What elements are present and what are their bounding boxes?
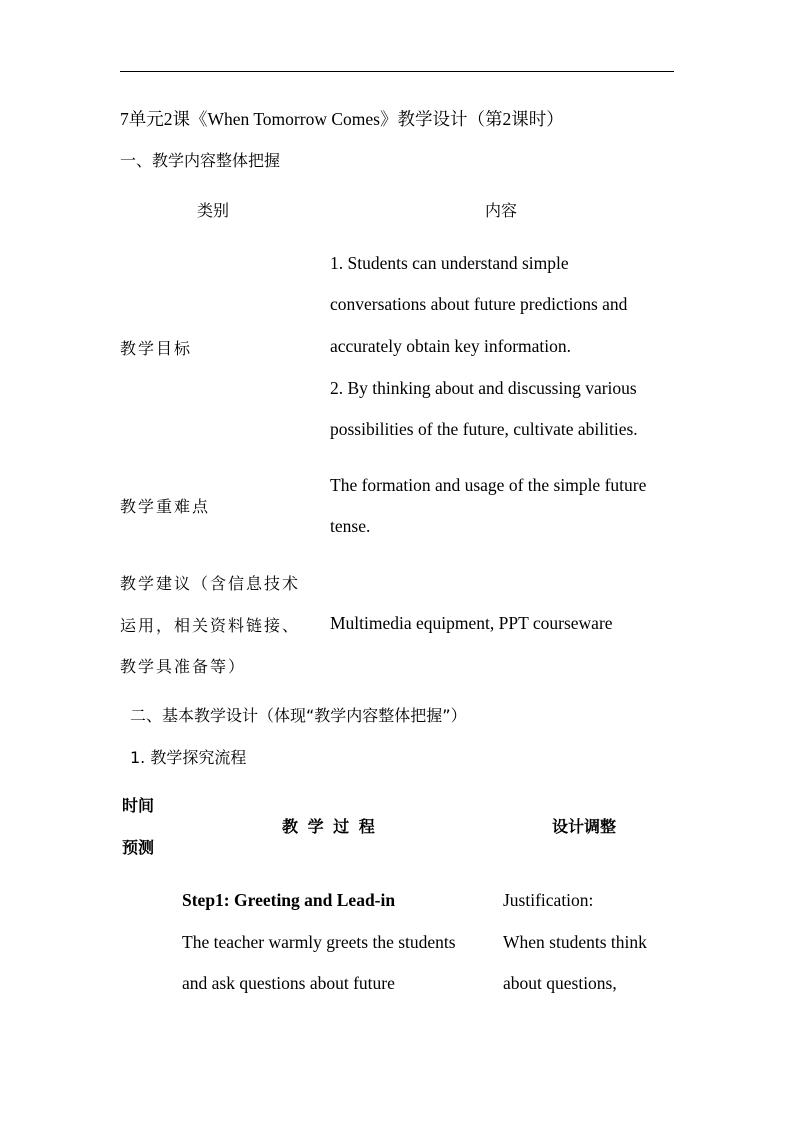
row-label-suggestions: 运用，相关资料链接、 (120, 616, 301, 635)
column-header-time: 时间 (122, 796, 155, 815)
objectives-line: accurately obtain key information. (330, 336, 572, 356)
row-label-suggestions: 教学建议（含信息技术 (120, 574, 301, 593)
key-points-line: The formation and usage of the simple future (330, 475, 647, 495)
column-header-content: 内容 (485, 201, 518, 220)
section1-heading: 一、教学内容整体把握 (120, 151, 281, 170)
column-header-time: 预测 (122, 838, 155, 857)
row-label-objectives: 教学目标 (120, 339, 193, 358)
column-header-process: 教 学 过 程 (282, 817, 377, 836)
objectives-line: possibilities of the future, cultivate abilities. (330, 419, 638, 439)
key-points-line: tense. (330, 516, 371, 536)
row-label-suggestions: 教学具准备等） (120, 657, 247, 676)
objectives-line: 2. By thinking about and discussing various (330, 378, 637, 398)
section2-heading: 二、基本教学设计（体现“教学内容整体把握”） (130, 706, 467, 725)
step-line: and ask questions about future (182, 973, 395, 993)
document-title: 7单元2课《When Tomorrow Comes》教学设计（第2课时） (120, 109, 564, 129)
justification-line: about questions, (503, 973, 617, 993)
step-title: Step1: Greeting and Lead-in (182, 890, 396, 910)
column-header-category: 类别 (197, 201, 230, 220)
row-label-key-points: 教学重难点 (120, 497, 211, 516)
justification-line: Justification: (503, 890, 594, 910)
section2-subheading: 1. 教学探究流程 (130, 748, 247, 767)
objectives-line: 1. Students can understand simple (330, 253, 569, 273)
justification-line: When students think (503, 932, 647, 952)
header-rule (120, 71, 674, 72)
column-header-adjustment: 设计调整 (552, 817, 617, 836)
suggestions-line: Multimedia equipment, PPT courseware (330, 613, 613, 633)
step-line: The teacher warmly greets the students (182, 932, 456, 952)
objectives-line: conversations about future predictions and (330, 294, 628, 314)
